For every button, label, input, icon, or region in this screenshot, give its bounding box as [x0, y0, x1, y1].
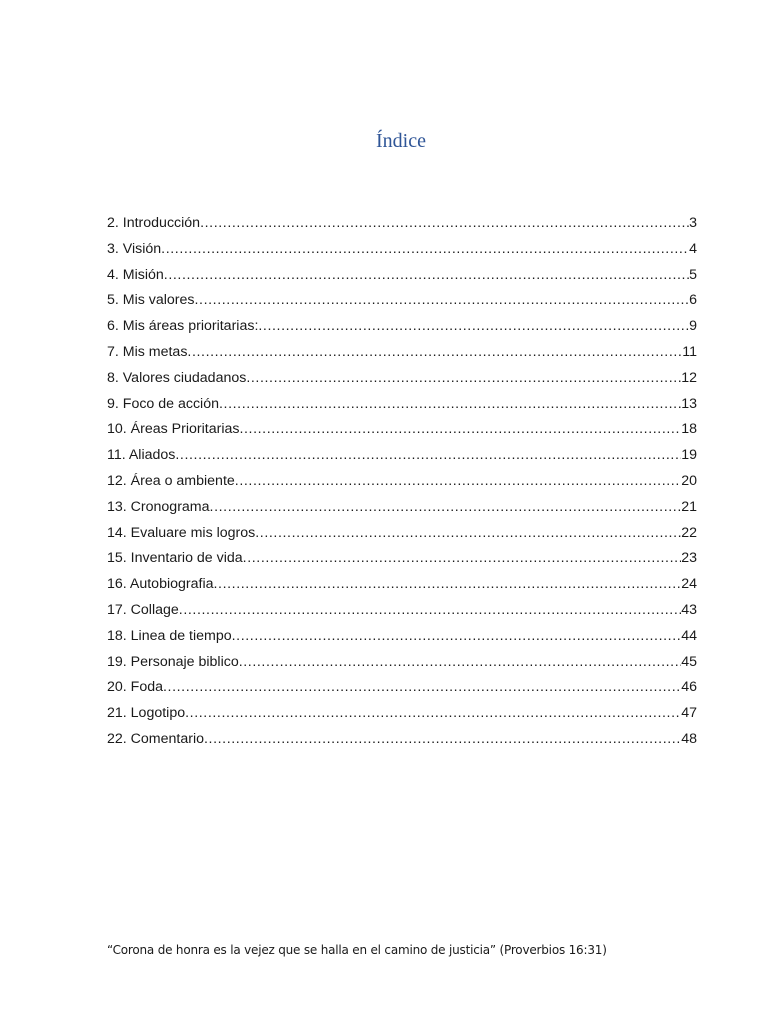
- toc-entry[interactable]: [107, 237, 697, 263]
- toc-entry[interactable]: [107, 263, 697, 289]
- dot-leader: [175, 443, 681, 469]
- dot-leader: [187, 340, 682, 366]
- toc-entry[interactable]: [107, 392, 697, 418]
- toc-entry-page: 20: [681, 472, 697, 489]
- page-title: Índice: [376, 130, 426, 152]
- toc-entry-page: 6: [689, 292, 697, 309]
- toc-entry-page: 12: [681, 369, 697, 386]
- dot-leader: [219, 392, 681, 418]
- toc-entry-label: 8. Valores ciudadanos: [107, 369, 247, 386]
- dot-leader: [200, 211, 689, 237]
- toc-entry[interactable]: [107, 314, 697, 340]
- dot-leader: [179, 598, 681, 624]
- dot-leader: [246, 366, 681, 392]
- toc-entry[interactable]: [107, 650, 697, 676]
- toc-entry[interactable]: [107, 443, 697, 469]
- dot-leader: [235, 469, 681, 495]
- dot-leader: [232, 624, 682, 650]
- dot-leader: [210, 495, 682, 521]
- toc-entry[interactable]: [107, 469, 697, 495]
- dot-leader: [258, 314, 689, 340]
- dot-leader: [185, 701, 681, 727]
- toc-entry-label: 21. Logotipo: [107, 705, 186, 722]
- toc-entry[interactable]: [107, 211, 697, 237]
- toc-entry-page: 21: [681, 498, 697, 515]
- toc-entry-label: 15. Inventario de vida: [107, 550, 243, 567]
- toc-entry[interactable]: [107, 572, 697, 598]
- toc-entry-page: 47: [681, 705, 697, 722]
- dot-leader: [243, 546, 682, 572]
- toc-entry-page: 45: [681, 653, 697, 670]
- toc-entry[interactable]: [107, 675, 697, 701]
- toc-entry-page: 19: [681, 447, 697, 464]
- dot-leader: [164, 263, 689, 289]
- toc-entry-label: 2. Introducción: [107, 215, 201, 231]
- toc-entry-page: 46: [681, 679, 697, 696]
- dot-leader: [163, 675, 681, 701]
- toc-entry-page: 22: [681, 524, 697, 541]
- toc-entry-page: 43: [681, 601, 697, 618]
- dot-leader: [255, 521, 681, 547]
- toc-entry[interactable]: [107, 598, 697, 624]
- toc-entry-page: 48: [681, 730, 697, 747]
- toc-entry-label: 4. Misión: [107, 266, 164, 283]
- toc-entry-label: 19. Personaje biblico: [107, 653, 239, 670]
- toc-entry[interactable]: [107, 701, 697, 727]
- toc-entry-page: 9: [689, 318, 697, 335]
- dot-leader: [204, 727, 681, 753]
- toc-entry-page: 18: [681, 421, 697, 438]
- toc-entry[interactable]: [107, 727, 697, 753]
- table-of-contents: [107, 211, 697, 753]
- toc-entry[interactable]: [107, 521, 697, 547]
- toc-entry-page: 3: [689, 215, 697, 231]
- footer-quote: “Corona de honra es la vejez que se halla en el camino de justicia” (Proverbios 16:31): [107, 943, 607, 957]
- toc-entry[interactable]: [107, 288, 697, 314]
- toc-entry-label: 12. Área o ambiente: [107, 472, 235, 489]
- toc-entry-page: 5: [689, 266, 697, 283]
- toc-entry-label: 16. Autobiografia: [107, 576, 214, 593]
- toc-entry[interactable]: [107, 340, 697, 366]
- toc-entry-label: 9. Foco de acción: [107, 395, 219, 412]
- dot-leader: [161, 237, 689, 263]
- toc-entry-label: 5. Mis valores: [107, 292, 195, 309]
- dot-leader: [239, 650, 682, 676]
- toc-entry-page: 11: [682, 343, 697, 360]
- toc-entry-label: 10. Áreas Prioritarias: [107, 421, 240, 438]
- toc-entry-page: 13: [681, 395, 697, 412]
- dot-leader: [214, 572, 682, 598]
- toc-entry[interactable]: [107, 624, 697, 650]
- toc-entry-page: 23: [681, 550, 697, 567]
- toc-entry-page: 24: [681, 576, 697, 593]
- dot-leader: [195, 288, 690, 314]
- toc-entry-label: 7. Mis metas: [107, 343, 188, 360]
- dot-leader: [239, 417, 681, 443]
- toc-entry-label: 18. Linea de tiempo: [107, 627, 232, 644]
- toc-entry[interactable]: [107, 495, 697, 521]
- toc-entry-label: 17. Collage: [107, 601, 179, 618]
- toc-entry-page: 4: [689, 240, 697, 257]
- toc-entry-label: 22. Comentario: [107, 730, 204, 747]
- toc-entry-page: 44: [681, 627, 697, 644]
- toc-entry-label: 20. Foda: [107, 679, 164, 696]
- toc-entry[interactable]: [107, 546, 697, 572]
- toc-entry-label: 11. Aliados: [107, 447, 176, 464]
- toc-entry-label: 14. Evaluare mis logros: [107, 524, 256, 541]
- toc-entry[interactable]: [107, 417, 697, 443]
- toc-entry-label: 6. Mis áreas prioritarias:: [107, 318, 259, 335]
- toc-entry-label: 13. Cronograma: [107, 498, 210, 515]
- toc-entry-label: 3. Visión: [107, 240, 162, 257]
- toc-entry[interactable]: [107, 366, 697, 392]
